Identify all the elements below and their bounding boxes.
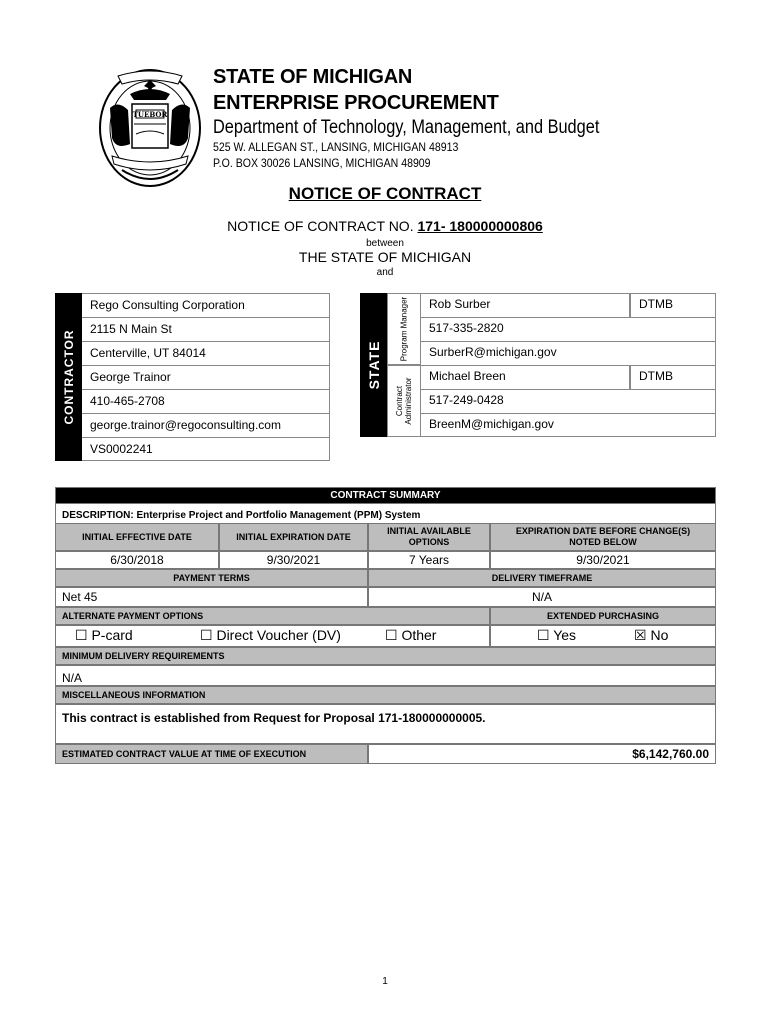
page-number: 1: [382, 976, 388, 987]
contractor-street: 2115 N Main St: [82, 317, 330, 341]
contract-value: $6,142,760.00: [368, 744, 716, 764]
effective-date: 6/30/2018: [55, 551, 219, 569]
other-option[interactable]: [385, 627, 436, 644]
no-checkbox-checked-icon[interactable]: ☒: [634, 627, 647, 643]
ca-email: BreenM@michigan.gov: [421, 413, 716, 437]
ca-name: Michael Breen: [421, 365, 630, 389]
contractor-vendor-id: VS0002241: [82, 437, 330, 461]
agency-address-2: P.O. BOX 30026 LANSING, MICHIGAN 48909: [213, 156, 431, 170]
contractor-label-bar: [55, 293, 82, 461]
no-option[interactable]: [634, 627, 668, 644]
payment-terms: Net 45: [55, 587, 368, 607]
dv-option[interactable]: [200, 627, 341, 644]
no-label: No: [650, 627, 669, 643]
delivery-timeframe: N/A: [368, 587, 716, 607]
contract-admin-label: Contract Administrator: [395, 377, 413, 425]
yes-label: Yes: [553, 627, 577, 643]
expiration-date-header: INITIAL EXPIRATION DATE: [219, 523, 368, 551]
dv-checkbox-icon[interactable]: ☐: [200, 627, 213, 643]
agency-state: STATE OF MICHIGAN: [213, 66, 413, 88]
alt-payment-header: ALTERNATE PAYMENT OPTIONS: [55, 607, 490, 625]
contract-admin-label-cell: [387, 365, 421, 437]
other-checkbox-icon[interactable]: ☐: [385, 627, 398, 643]
agency-department: Department of Technology, Management, and Budget: [213, 117, 600, 138]
pcard-checkbox-icon[interactable]: ☐: [75, 627, 88, 643]
program-manager-label-cell: [387, 293, 421, 365]
ca-phone: 517-249-0428: [421, 389, 716, 413]
seal-motto: TUEBOR: [132, 110, 168, 119]
pcard-option[interactable]: [75, 627, 133, 644]
summary-title: CONTRACT SUMMARY: [55, 487, 716, 504]
misc-info: This contract is established from Request for Proposal 171-180000000005.: [55, 704, 716, 744]
expiration-before: 9/30/2021: [490, 551, 716, 569]
contract-number: 171- 180000000806: [417, 218, 543, 234]
available-options: 7 Years: [368, 551, 490, 569]
dv-label: Direct Voucher (DV): [216, 627, 341, 643]
pm-email: SurberR@michigan.gov: [421, 341, 716, 365]
contractor-label: CONTRACTOR: [61, 329, 76, 425]
contract-number-line: [0, 218, 770, 234]
agency-address-1: 525 W. ALLEGAN ST., LANSING, MICHIGAN 48913: [213, 140, 459, 154]
ext-purchasing-options: [490, 625, 716, 647]
ext-purchasing-header: EXTENDED PURCHASING: [490, 607, 716, 625]
state-label: STATE: [365, 340, 382, 390]
contractor-contact: George Trainor: [82, 365, 330, 389]
ca-agency: DTMB: [630, 365, 716, 389]
effective-date-header: INITIAL EFFECTIVE DATE: [55, 523, 219, 551]
pm-name: Rob Surber: [421, 293, 630, 317]
expiration-before-header: EXPIRATION DATE BEFORE CHANGE(S) NOTED BELOW: [490, 523, 716, 551]
contract-number-prefix: NOTICE OF CONTRACT NO.: [227, 218, 414, 234]
state-seal-icon: [96, 64, 204, 190]
contractor-phone: 410-465-2708: [82, 389, 330, 413]
pcard-label: P-card: [91, 627, 133, 643]
min-delivery: N/A: [55, 665, 716, 686]
yes-checkbox-icon[interactable]: ☐: [537, 627, 550, 643]
between-label: between: [366, 238, 404, 249]
min-delivery-header: MINIMUM DELIVERY REQUIREMENTS: [55, 647, 716, 665]
agency-procurement: ENTERPRISE PROCUREMENT: [213, 92, 499, 114]
notice-title: NOTICE OF CONTRACT: [288, 184, 482, 203]
pm-agency: DTMB: [630, 293, 716, 317]
options-header: INITIAL AVAILABLE OPTIONS: [368, 523, 490, 551]
party-state: THE STATE OF MICHIGAN: [298, 249, 472, 265]
contractor-email: george.trainor@regoconsulting.com: [82, 413, 330, 437]
expiration-date: 9/30/2021: [219, 551, 368, 569]
other-label: Other: [401, 627, 437, 643]
state-label-bar: [360, 293, 387, 437]
pm-phone: 517-335-2820: [421, 317, 716, 341]
contractor-city: Centerville, UT 84014: [82, 341, 330, 365]
yes-option[interactable]: [537, 627, 576, 644]
payment-terms-header: PAYMENT TERMS: [55, 569, 368, 587]
contractor-name: Rego Consulting Corporation: [82, 293, 330, 317]
contract-value-header: ESTIMATED CONTRACT VALUE AT TIME OF EXECUTION: [55, 744, 368, 764]
and-label: and: [376, 267, 394, 278]
program-manager-label: Program Manager: [399, 296, 409, 362]
misc-header: MISCELLANEOUS INFORMATION: [55, 686, 716, 704]
delivery-timeframe-header: DELIVERY TIMEFRAME: [368, 569, 716, 587]
description: DESCRIPTION: Enterprise Project and Portfolio Management (PPM) System: [62, 510, 421, 521]
